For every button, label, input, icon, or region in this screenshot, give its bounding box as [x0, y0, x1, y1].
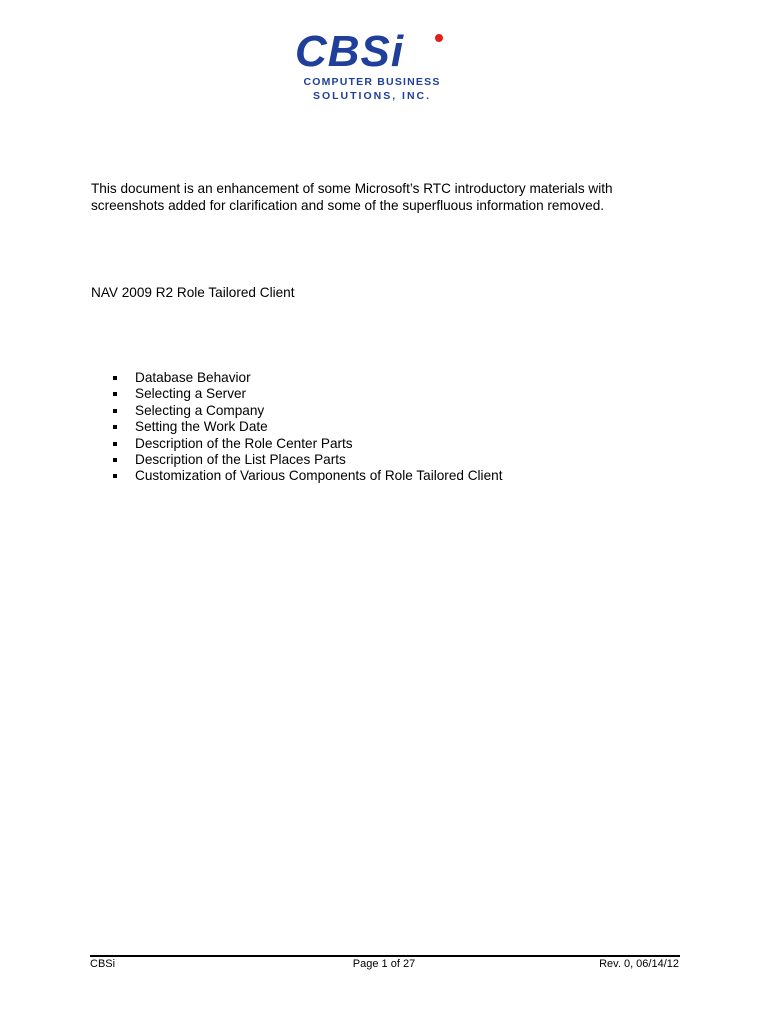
bullet-icon — [113, 458, 117, 462]
bullet-icon — [113, 425, 117, 429]
list-item — [110, 436, 502, 452]
list-item — [110, 386, 502, 402]
list-item — [110, 419, 502, 435]
bullet-icon — [113, 409, 117, 413]
list-item-text: Description of the List Places Parts — [135, 452, 346, 468]
footer-company: CBSi — [90, 958, 116, 970]
bullet-icon — [113, 474, 117, 478]
footer-rule — [90, 955, 680, 957]
footer-revision: Rev. 0, 06/14/12 — [599, 958, 679, 970]
list-item — [110, 468, 502, 484]
list-item-text: Setting the Work Date — [135, 419, 268, 435]
footer-page-number: Page 1 of 27 — [352, 958, 416, 970]
list-item-text: Database Behavior — [135, 370, 251, 385]
logo-dot — [435, 34, 443, 42]
bullet-icon — [113, 392, 117, 396]
list-item-text: Selecting a Company — [135, 402, 265, 418]
intro-paragraph: This document is an enhancement of some Microsoft’s RTC introductory materials with screenshots added for clarification and some of the superfluous information removed. — [91, 181, 613, 213]
list-item-text: Selecting a Server — [135, 386, 247, 402]
list-item — [110, 452, 502, 468]
document-title: NAV 2009 R2 Role Tailored Client — [91, 285, 295, 300]
company-logo — [295, 27, 455, 102]
list-item-text: Customization of Various Components of Role Tailored Client — [135, 468, 503, 484]
list-item-text: Description of the Role Center Parts — [135, 435, 353, 451]
topic-list — [110, 370, 502, 485]
logo-company-line1: COMPUTER BUSINESS — [303, 76, 441, 88]
bullet-icon — [113, 376, 117, 380]
logo-company-line2: SOLUTIONS, INC. — [312, 90, 432, 102]
list-item — [110, 403, 502, 419]
logo-mark: CBSi — [295, 27, 405, 76]
bullet-icon — [113, 442, 117, 446]
list-item — [110, 370, 502, 386]
